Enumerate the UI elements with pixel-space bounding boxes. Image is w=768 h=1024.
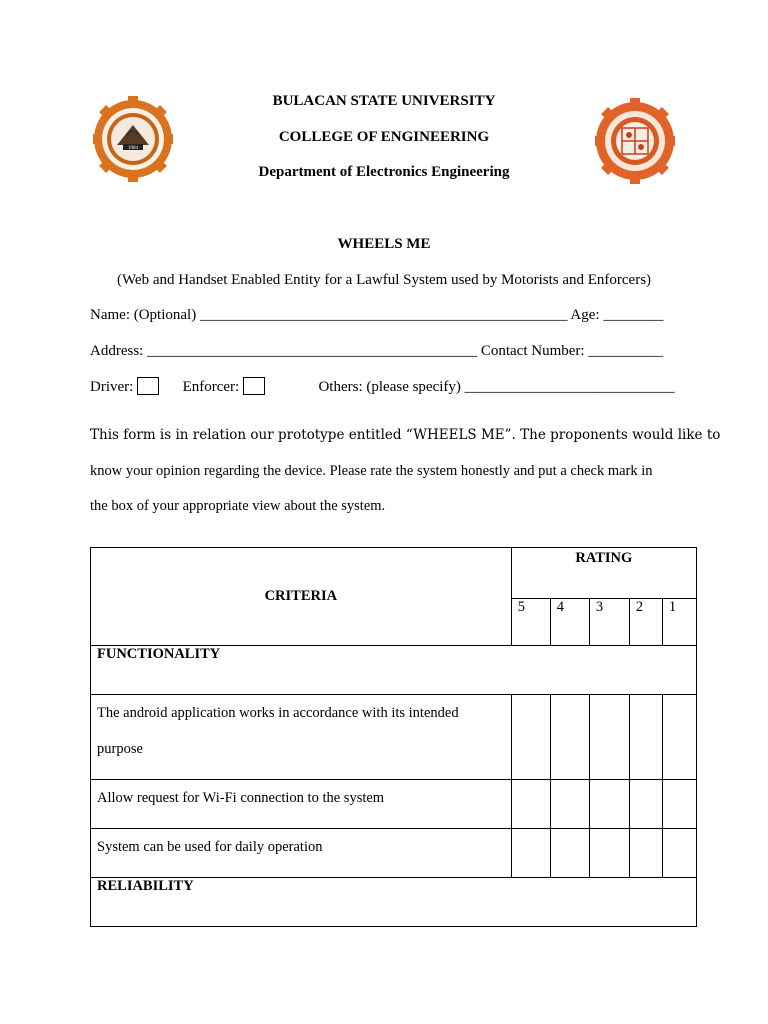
role-row — [90, 379, 675, 396]
driver-checkbox[interactable] — [137, 377, 159, 395]
rating-cell-5[interactable] — [511, 695, 550, 780]
rating-cell-3[interactable] — [589, 829, 629, 878]
rating-cell-2[interactable] — [629, 829, 662, 878]
rating-cell-3[interactable] — [589, 695, 629, 780]
instructions-line-2: know your opinion regarding the device. Please rate the system honestly and put a check mark in — [90, 463, 653, 479]
criterion-item — [91, 829, 512, 878]
seal-year: 1904 — [128, 146, 138, 151]
criterion-text-line-1: The android application works in accordance with its intended — [97, 705, 459, 721]
section-reliability: RELIABILITY — [91, 878, 697, 927]
rating-header: RATING — [511, 548, 696, 599]
criterion-text: Allow request for Wi-Fi connection to the system — [97, 790, 385, 806]
name-label: Name: (Optional) _________________________________________________ — [90, 307, 568, 323]
criterion-text: System can be used for daily operation — [97, 839, 323, 855]
rating-cell-1[interactable] — [662, 695, 696, 780]
criterion-item — [91, 780, 512, 829]
rating-table — [90, 547, 697, 927]
rating-cell-4[interactable] — [550, 695, 589, 780]
age-field[interactable]: Age: ________ — [570, 307, 664, 323]
table-row — [91, 695, 697, 780]
form-subtitle: (Web and Handset Enabled Entity for a Lawful System used by Motorists and Enforcers) — [116, 272, 652, 288]
rating-cell-5[interactable] — [511, 780, 550, 829]
criterion-text-line-2: purpose — [97, 741, 143, 757]
university-name: BULACAN STATE UNIVERSITY — [272, 93, 496, 109]
rating-2-header: 2 — [629, 599, 662, 646]
address-field[interactable] — [90, 343, 663, 360]
rating-3-header: 3 — [589, 599, 629, 646]
rating-4-header: 4 — [550, 599, 589, 646]
others-field[interactable]: Others: (please specify) ____________________________ — [318, 379, 675, 395]
contact-number-field[interactable]: Contact Number: __________ — [480, 343, 664, 359]
rating-cell-2[interactable] — [629, 780, 662, 829]
rating-1-header: 1 — [662, 599, 696, 646]
department-name: Department of Electronics Engineering — [258, 164, 510, 180]
section-functionality: FUNCTIONALITY — [91, 646, 697, 695]
address-label: Address: ____________________________________________ — [90, 343, 478, 359]
criteria-header: CRITERIA — [91, 548, 512, 646]
instructions-line-1: This form is in relation our prototype entitled “WHEELS ME”. The proponents would like to — [90, 427, 721, 443]
name-field[interactable] — [90, 307, 663, 324]
criterion-item — [91, 695, 512, 780]
table-row — [91, 780, 697, 829]
rating-cell-2[interactable] — [629, 695, 662, 780]
rating-cell-1[interactable] — [662, 829, 696, 878]
rating-cell-1[interactable] — [662, 780, 696, 829]
college-name: COLLEGE OF ENGINEERING — [278, 129, 490, 145]
enforcer-label: Enforcer: — [182, 379, 240, 395]
driver-label: Driver: — [90, 379, 134, 395]
table-row — [91, 829, 697, 878]
rating-cell-5[interactable] — [511, 829, 550, 878]
rating-cell-4[interactable] — [550, 780, 589, 829]
instructions-line-3: the box of your appropriate view about the system. — [90, 498, 386, 514]
rating-cell-3[interactable] — [589, 780, 629, 829]
enforcer-checkbox[interactable] — [243, 377, 265, 395]
rating-5-header: 5 — [511, 599, 550, 646]
form-title: WHEELS ME — [337, 236, 431, 252]
rating-cell-4[interactable] — [550, 829, 589, 878]
